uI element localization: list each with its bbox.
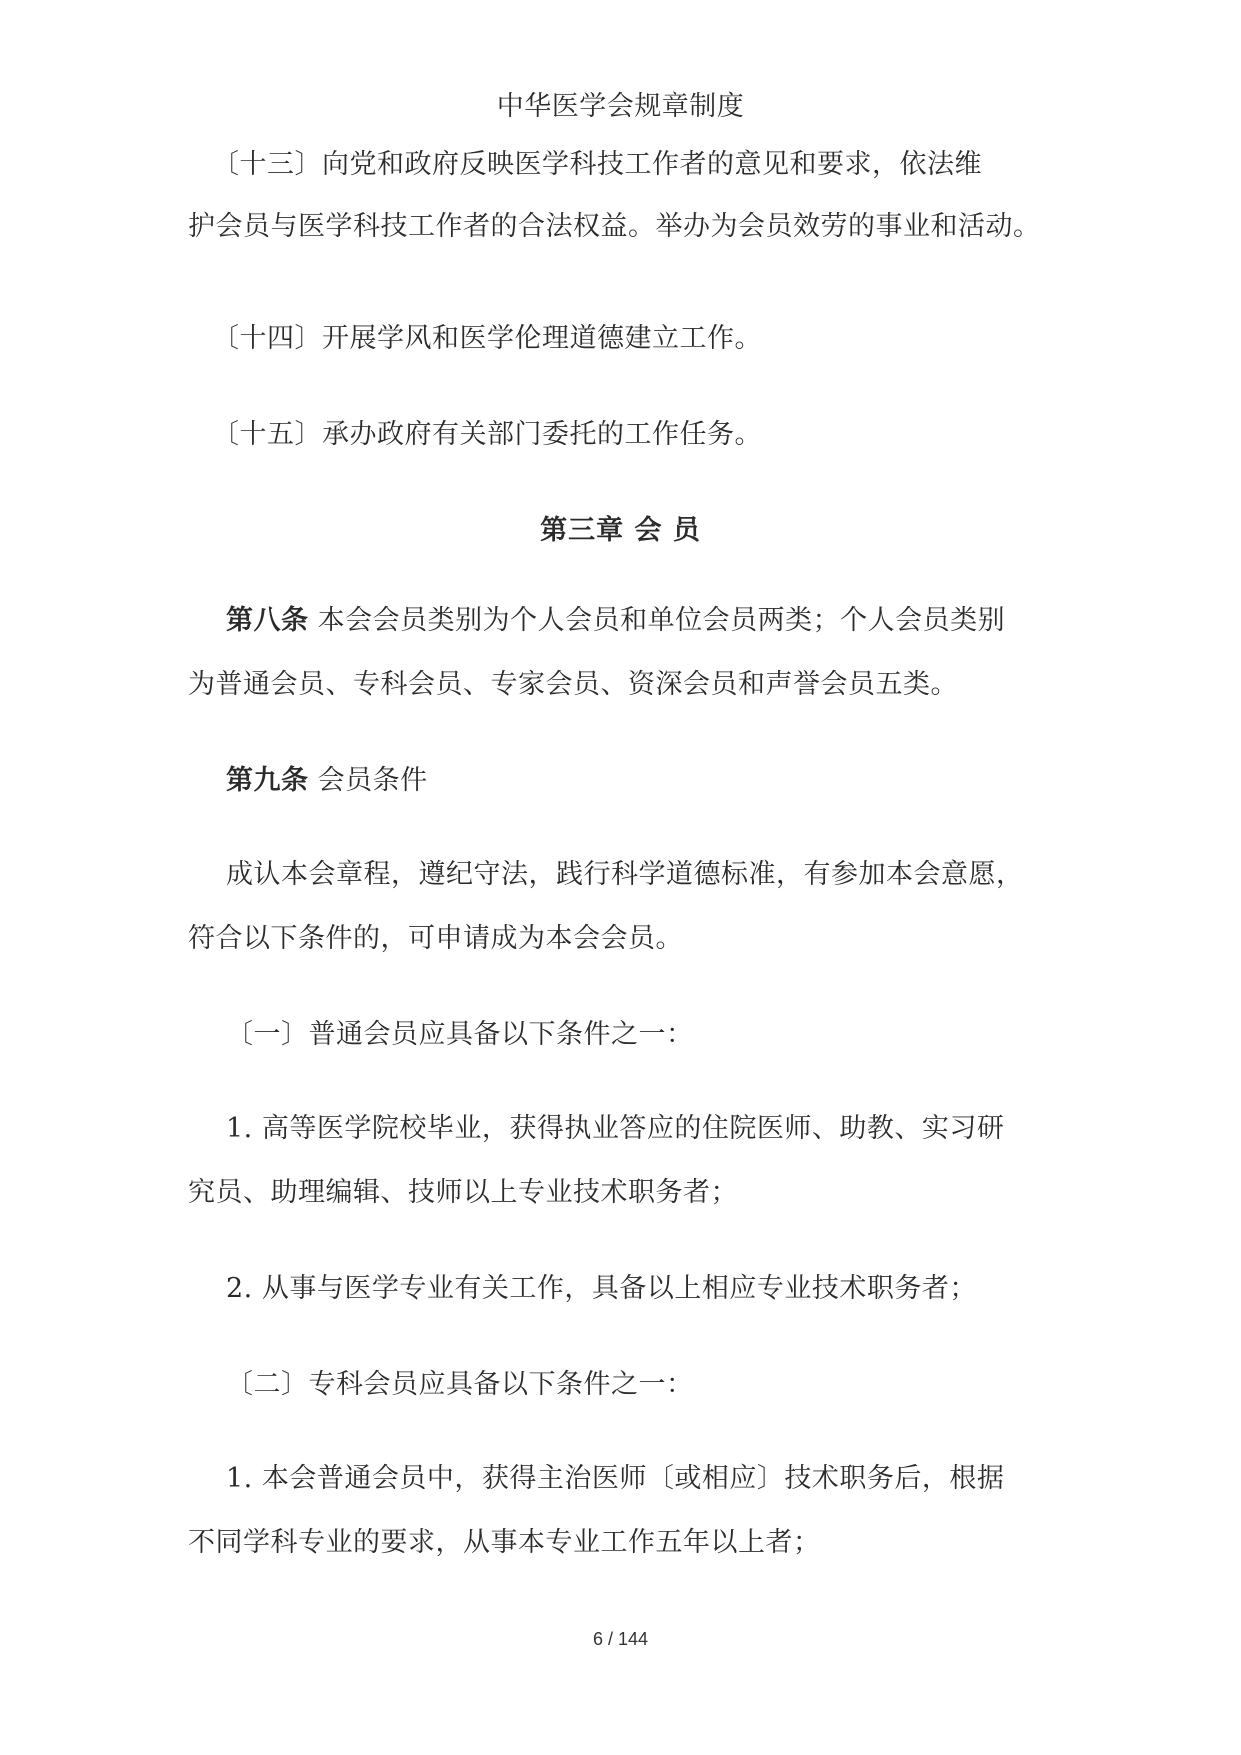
item-13-line-2: 护会员与医学科技工作者的合法权益。举办为会员效劳的事业和活动。 [188, 211, 1041, 242]
item-14: 〔十四〕开展学风和医学伦理道德建立工作。 [212, 323, 762, 354]
subsection-2-title: 〔二〕专科会员应具备以下条件之一： [226, 1369, 694, 1400]
article-9-text: 会员条件 [308, 765, 428, 796]
article-9-label: 第九条 [226, 765, 309, 796]
article-9-intro-line-1: 成认本会章程，遵纪守法，践行科学道德标准，有参加本会意愿， [226, 859, 1024, 890]
subsection-2-item-1-line-1: 1. 本会普通会员中，获得主治医师〔或相应〕技术职务后，根据 [226, 1463, 1005, 1494]
subsection-1-item-1-line-1: 1. 高等医学院校毕业，获得执业答应的住院医师、助教、实习研 [226, 1113, 1005, 1144]
subsection-2-item-1-line-2: 不同学科专业的要求，从事本专业工作五年以上者； [188, 1527, 821, 1558]
article-9-heading [226, 764, 428, 798]
page-number: 6 / 144 [592, 1629, 649, 1649]
item-13-line-1: 〔十三〕向党和政府反映医学科技工作者的意见和要求，依法维 [212, 149, 982, 180]
page-header-title: 中华医学会规章制度 [496, 91, 745, 122]
article-8-label: 第八条 [226, 605, 309, 636]
chapter-heading: 第三章 会 员 [540, 515, 701, 546]
article-9-intro-line-2: 符合以下条件的，可申请成为本会会员。 [188, 923, 683, 954]
subsection-1-item-2: 2. 从事与医学专业有关工作，具备以上相应专业技术职务者； [226, 1273, 977, 1304]
article-8-line-1 [226, 604, 1005, 638]
subsection-1-title: 〔一〕普通会员应具备以下条件之一： [226, 1019, 694, 1050]
article-8-line-2: 为普通会员、专科会员、专家会员、资深会员和声誉会员五类。 [188, 669, 958, 700]
item-15: 〔十五〕承办政府有关部门委托的工作任务。 [212, 419, 762, 450]
article-8-text: 本会会员类别为个人会员和单位会员两类；个人会员类别 [308, 605, 1006, 636]
subsection-1-item-1-line-2: 究员、助理编辑、技师以上专业技术职务者； [188, 1177, 738, 1208]
